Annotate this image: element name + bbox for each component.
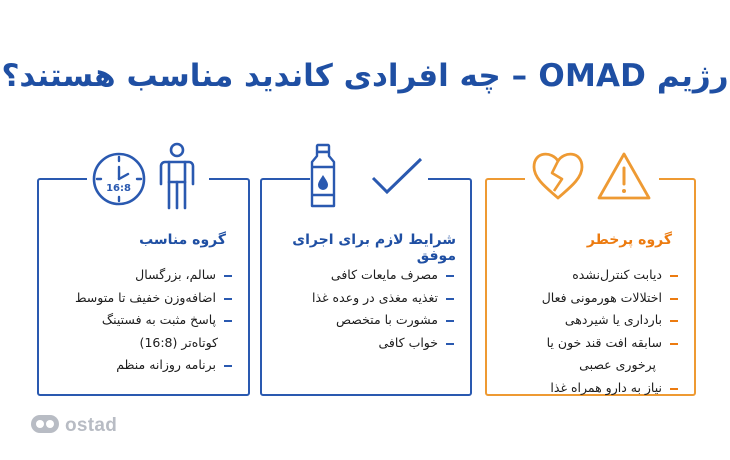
card-title: شرایط لازم برای اجرای موفق [292,232,456,264]
bullet-list [272,264,454,354]
water-bottle-icon [308,143,338,213]
page-title: رژیم OMAD – چه افرادی کاندید مناسب هستند؟ [1,58,729,94]
clock-label: 16:8 [106,183,131,194]
person-icon [157,142,197,214]
list-item: تغذیه مغذی در وعده غذا [272,287,454,310]
list-item-continuation: کوتاه‌تر (16:8) [139,334,218,350]
list-item: برنامه روزانه منظم [49,354,232,377]
list-item: سابقه افت قند خون یا [497,332,678,355]
ostad-logo-icon [30,414,60,438]
bullet-list [49,264,232,377]
list-item: مشورت با متخصص [272,309,454,332]
list-item: اختلالات هورمونی فعال [497,287,678,310]
brand-logo [30,414,117,438]
list-item-continuation: پرخوری عصبی [579,357,656,372]
list-item: پاسخ مثبت به فستینگ [49,309,232,332]
list-item: اضافه‌وزن خفیف تا متوسط [49,287,232,310]
list-item: نیاز به دارو همراه غذا [497,377,678,400]
list-item: مصرف مایعات کافی [272,264,454,287]
card-high-risk-group [485,178,696,396]
list-item: دیابت کنترل‌نشده [497,264,678,287]
checkmark-icon [370,156,424,200]
brand-logo-text: ostad [65,415,118,436]
list-item: سالم، بزرگسال [49,264,232,287]
list-item: خواب کافی [272,332,454,355]
broken-heart-icon [530,151,586,205]
clock-icon [91,150,147,206]
bullet-list [497,264,678,399]
card-suitable-group [37,178,250,396]
list-item: بارداری یا شیردهی [497,309,678,332]
card-title: گروه پرخطر [586,232,672,248]
card-success-conditions [260,178,472,396]
card-title: گروه مناسب [139,232,226,248]
warning-icon [596,150,652,206]
